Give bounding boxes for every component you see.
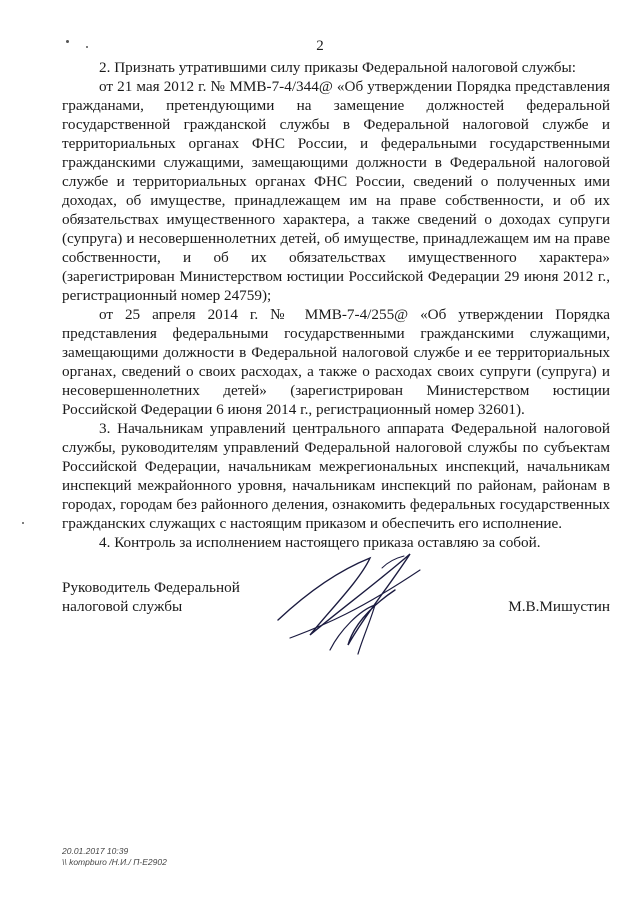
signer-name: М.В.Мишустин [508,598,610,615]
page-number: 2 [316,38,324,54]
paragraph-order-2012: от 21 мая 2012 г. № ММВ-7-4/344@ «Об утверждении Порядка представления гражданами, претендующими на замещение должностей федеральной государственной гражданской службы в Федеральной налоговой службе и территориальных органах ФНС России, и федеральными государственными гражданскими служащими, замещающими должности в Федеральной налоговой службе и территориальных органах ФНС России, сведений о полученных ими доходах, об имуществе, принадлежащем им на праве собственности, и об их обязательствах имущественного характера, а также сведений о доходах супруги (супруга) и несовершеннолетних детей, об имуществе, принадлежащем им на праве собственности, и об их обязательствах имущественного характера» (зарегистрирован Министерством юстиции Российской Федерации 29 июня 2012 г., регистрационный номер 24759); [62,78,610,304]
signer-title: Руководитель Федеральной налоговой службы [62,579,240,615]
document-body [62,58,610,552]
paragraph-4: 4. Контроль за исполнением настоящего приказа оставляю за собой. [99,534,541,551]
paragraph-3: 3. Начальникам управлений центрального аппарата Федеральной налоговой службы, руководителям управлений Федеральной налоговой службы по субъектам Российской Федерации, начальникам межрегиональных инспекций, начальникам инспекций межрайонного уровня, начальникам инспекций по районам, районам в городах, городам без районного деления, ознакомить федеральных государственных гражданских служащих с настоящим приказом и обеспечить его исполнение. [62,420,610,532]
footer-meta [62,846,167,868]
signature-block [62,578,610,668]
paragraph-2: 2. Признать утратившими силу приказы Федеральной налоговой службы: [99,59,576,76]
paragraph-order-2014: от 25 апреля 2014 г. № ММВ-7-4/255@ «Об утверждении Порядка представления федеральными государственными гражданскими служащими, замещающими должности в Федеральной налоговой службе и ее территориальных органах, сведений о своих расходах, а также о расходах своих супруги (супруга) и несовершеннолетних детей» (зарегистрирован Министерством юстиции Российской Федерации 6 июня 2014 г., регистрационный номер 32601). [62,306,610,418]
scan-speck [22,522,24,524]
footer-timestamp: 20.01.2017 10:39 [62,846,129,856]
handwritten-signature [270,550,440,660]
footer-file-path: \\ kompburo /Н.И./ П-Е2902 [62,857,167,867]
